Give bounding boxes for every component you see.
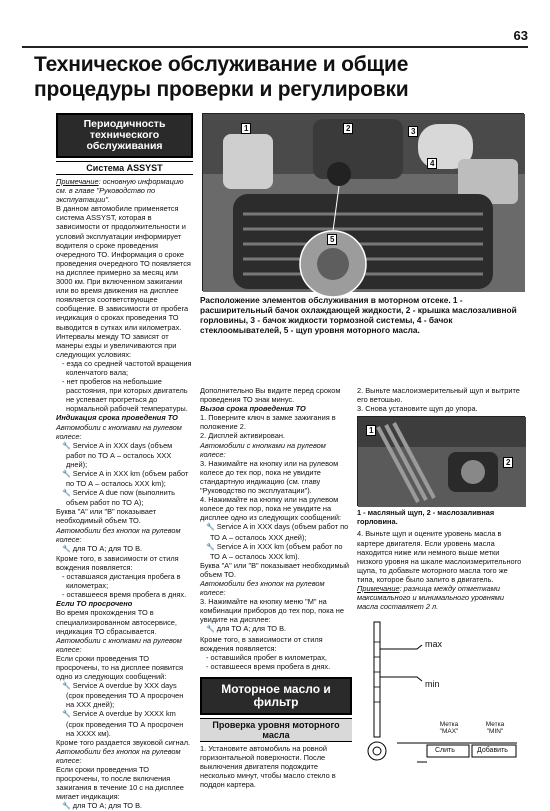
engine-bay-photo <box>202 113 524 291</box>
dipstick-caption: 1 - масляный щуп, 2 - маслозаливная горловина. <box>357 508 495 527</box>
chapter-title: Техническое обслуживание и общие процедуры проверки и регулировки <box>34 53 409 101</box>
paragraph: Если сроки проведения ТО просрочены, то на дисплее появится одно из следующих сообщений: <box>56 653 184 682</box>
paragraph: Если сроки проведения ТО просрочены, то после включения зажигания в течение 10 с на дисплее мигает индикация: <box>56 765 184 802</box>
section-maintenance-interval: Периодичность технического обслуживания <box>56 113 193 158</box>
heading: Автомобили без кнопок на рулевом колесе: <box>200 578 325 598</box>
bullet: - оставшаяся дистанция пробега в километрах; <box>62 572 181 591</box>
step: 3. Нажимайте на кнопку меню "М" на комбинации приборов до тех пор, пока не увидите на дисплее: <box>200 597 344 625</box>
paragraph: Буква "А" или "В" показывает необходимый объем ТО. <box>56 507 157 526</box>
engine-bay-illustration <box>203 114 525 292</box>
message: 🔧 Service A in XXX km (объем работ по ТО А – осталось XXX km); <box>62 469 189 489</box>
message: 🔧 для ТО А; для ТО В. <box>62 801 143 811</box>
bullet: - нет пробегов на небольшие расстояния, при которых двигатель не успевает прогреться до нормальной рабочей температуры. <box>62 377 188 414</box>
wrench-icon: 🔧 <box>62 471 71 478</box>
message: 🔧 для ТО А; для ТО В. <box>206 624 287 634</box>
callout-3: 3 <box>408 126 418 137</box>
heading: Вызов срока проведения ТО <box>200 404 306 414</box>
label-drain: Слить <box>435 747 455 755</box>
message: 🔧 Service A in XXX km (объем работ по ТО А – осталось XXX km). <box>206 541 343 561</box>
heading: Если ТО просрочено <box>56 599 133 609</box>
bullet: - езда со средней частотой вращения коленчатого вала; <box>62 358 192 377</box>
wrench-icon: 🔧 <box>62 442 71 450</box>
step: 3. Нажимайте на кнопку или на рулевом колесе до тех пор, пока не увидите стандартную индикацию (см. главу "Руководство по эксплуатации"). <box>200 458 339 496</box>
step: 1. Установите автомобиль на ровной горизонтальной поверхности. После выключения двигателя подождите несколько минут, чтобы масло стекло в поддон картера. <box>200 743 336 790</box>
step: 1. Поверните ключ в замке зажигания в положение 2. <box>200 413 336 432</box>
step: 3. Снова установите щуп до упора. <box>357 404 478 414</box>
label-mark-min: Метка "MIN" <box>485 721 505 736</box>
message: 🔧 Service A due now (выполнить объем работ по ТО А); <box>62 488 175 508</box>
message: 🔧 Service A in XXX days (объем работ по ТО А – осталось XXX дней); <box>62 440 173 469</box>
subsection-assyst: Система ASSYST <box>56 161 193 175</box>
right-column <box>357 386 525 769</box>
dipstick-illustration <box>358 417 526 507</box>
engine-bay-caption: Расположение элементов обслуживания в моторном отсеке. 1 - расширительный бачок охлаждающей жидкости, 2 - крышка маслозаливной горловины, 3 - бачок жидкости тормозной системы, 4 - бачок стеклоомывателей, 5 - щуп уровня моторного масла. <box>200 295 517 335</box>
paragraph: В данном автомобиле применяется система ASSYST, которая в зависимости от продолжительности и условий эксплуатации информирует водителя о сроке проведения очередного ТО. Информация о сроке проведения очередного ТО появляется на дисплее примерно за месяц или 3000 км. При включенном зажигании или во время движения на дисплее появляется соответствующее сообщение. В зависимости от пробега индикация о сроках проведения ТО выводится в сутках или километрах. Интервалы между ТО зависят от манеры езды и увеличиваются при следующих условиях: <box>56 204 191 359</box>
callout-5: 5 <box>327 234 337 245</box>
heading: Автомобили с кнопками на рулевом колесе: <box>200 440 326 459</box>
step: 4. Выньте щуп и оцените уровень масла в картере двигателя. Если уровень масла находится ниже или немного выше метки низкого уровня на шкале маслоизмерительного щупа, то добавьте моторного масла того же типа, которое было залито в двигатель. <box>357 529 522 584</box>
page-number: 63 <box>513 28 528 43</box>
message: 🔧 Service A overdue by XXX days (срок проведения ТО А просрочен на XXX дней); <box>62 681 184 710</box>
heading: Автомобили с кнопками на рулевом колесе: <box>56 635 182 654</box>
paragraph: Во время прохождения ТО в специализированном автосервисе, индикация ТО сбрасывается. <box>56 608 177 636</box>
paragraph: Кроме того, в зависимости от стиля вождения появляется: <box>56 553 179 572</box>
heading: Автомобили без кнопок на рулевом колесе: <box>56 525 181 544</box>
message: 🔧 для ТО А; для ТО В. <box>62 543 143 553</box>
section-engine-oil: Моторное масло и фильтр <box>200 677 352 715</box>
paragraph: Буква "А" или "В" показывает необходимый объем ТО. <box>200 560 350 579</box>
label-add: Добавить <box>477 747 508 755</box>
subsection-oil-level: Проверка уровня моторного масла <box>200 718 352 742</box>
wrench-icon: 🔧 <box>206 543 215 551</box>
middle-column <box>200 386 352 789</box>
bullet: - оставшееся время пробега в днях. <box>206 661 331 671</box>
callout-1: 1 <box>241 123 251 134</box>
paragraph: Дополнительно Вы видите перед сроком проведения ТО знак минус. <box>200 386 341 405</box>
wrench-icon: 🔧 <box>62 683 71 691</box>
label-min: min <box>425 679 440 690</box>
step: 2. Дисплей активирован. <box>200 431 285 441</box>
note: Примечание: основную информацию см. в главе "Руководство по эксплуатации". <box>56 177 184 205</box>
callout-1: 1 <box>366 425 376 436</box>
bullet: - оставшееся время пробега в днях. <box>62 590 187 600</box>
wrench-icon: 🔧 <box>62 803 71 811</box>
heading: Автомобили без кнопок на рулевом колесе: <box>56 746 181 765</box>
heading: Автомобили с кнопками на рулевом колесе: <box>56 422 182 441</box>
wrench-icon: 🔧 <box>206 626 215 634</box>
wrench-icon: 🔧 <box>206 524 215 532</box>
label-mark-max: Метка "MAX" <box>439 721 459 736</box>
step: 2. Выньте маслоизмерительный щуп и вытрите его ветошью. <box>357 386 520 405</box>
callout-4: 4 <box>427 158 437 169</box>
note: Примечание: разница между отметками максимального и минимального уровнями масла составляет 2 л. <box>357 584 504 612</box>
paragraph: Кроме того, в зависимости от стиля вождения появляется: <box>200 634 323 653</box>
dipstick-diagram <box>357 617 525 769</box>
wrench-icon: 🔧 <box>62 490 71 498</box>
wrench-icon: 🔧 <box>62 711 71 719</box>
heading: Индикация срока проведения ТО <box>56 413 178 423</box>
callout-2: 2 <box>343 123 353 134</box>
wrench-icon: 🔧 <box>62 545 71 553</box>
message: 🔧 Service A overdue by XXXX km (срок проведения ТО А просрочен на XXXX км). <box>62 709 184 738</box>
top-rule <box>22 46 528 48</box>
message: 🔧 Service A in XXX days (объем работ по ТО А – осталось XXX дней); <box>206 522 349 542</box>
dipstick-photo <box>357 416 525 506</box>
left-column <box>56 113 193 811</box>
paragraph: Кроме того раздается звуковой сигнал. <box>56 737 191 747</box>
bullet: - оставшийся пробег в километрах, <box>206 652 327 662</box>
callout-2: 2 <box>503 457 513 468</box>
label-max: max <box>425 639 443 650</box>
step: 4. Нажимайте на кнопку или на рулевом колесе до тех пор, пока не увидите на дисплее одно из следующих сообщений: <box>200 495 341 523</box>
